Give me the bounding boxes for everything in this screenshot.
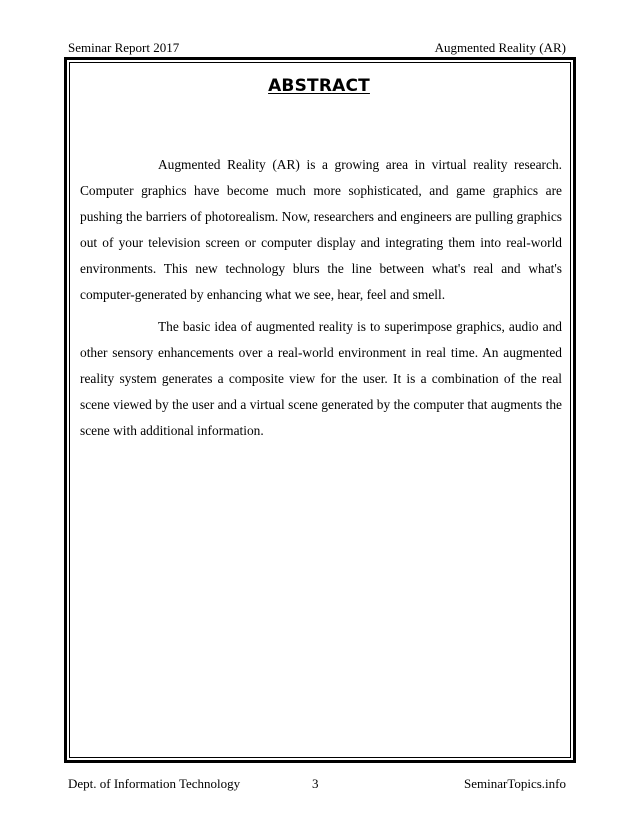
abstract-paragraph-2: The basic idea of augmented reality is to superimpose graphics, audio and other sensory enhancements over a real-world environment in real time. An augmented reality system generates a composite view for the user. It is a combination of the real scene viewed by the user and a virtual scene generated by the computer that augments the scene with additional information. [80, 319, 562, 439]
footer-department: Dept. of Information Technology [68, 776, 241, 791]
header-report-title: Seminar Report 2017 [68, 40, 180, 55]
footer-page-number: 3 [312, 776, 319, 791]
abstract-paragraph-1: Augmented Reality (AR) is a growing area in virtual reality research. Computer graphics have become much more sophisticated, and game graphics are pushing the barriers of photorealism. Now, researchers and engineers are pulling graphics out of your television screen or computer display and integrating them into real-world environments. This new technology blurs the line between what's real and what's computer-generated by enhancing what we see, hear, feel and smell. [80, 157, 562, 302]
footer-source: SeminarTopics.info [464, 776, 566, 791]
header-topic: Augmented Reality (AR) [434, 40, 566, 55]
page-title: ABSTRACT [268, 76, 370, 96]
abstract-body [80, 152, 562, 444]
